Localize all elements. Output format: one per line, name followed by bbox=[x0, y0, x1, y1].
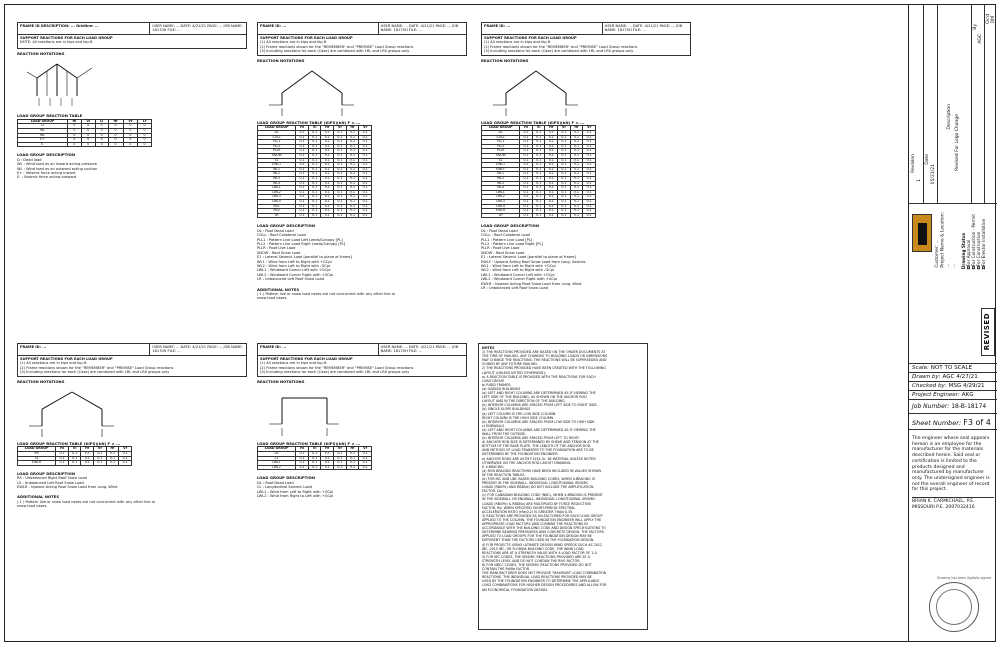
frame-id: FRAME ID: ... bbox=[258, 23, 379, 34]
note-line: LAYOUT AND IN THE DIRECTION OF THE BUILDING. bbox=[482, 399, 566, 404]
note-line: USED BY THE FOUNDATION ENGINEER TO DETERMINE THE APPLICABLE bbox=[482, 579, 600, 584]
table-row: E+ 0 0 0 0 0 0 bbox=[18, 138, 152, 143]
reaction-table-title: LOAD GROUP REACTION TABLE (KIPS)(kN) F = ... bbox=[257, 441, 361, 447]
note-line: DIFFERENT THAN THE FACTORS USED IN THE FOUNDATION DESIGN. bbox=[482, 538, 595, 543]
status-checkbox[interactable] bbox=[982, 266, 985, 269]
column-header: Vr bbox=[119, 447, 132, 452]
frame-id: FRAME ID: ... bbox=[18, 344, 150, 355]
support-reactions-note: SUPPORT REACTIONS FOR EACH LOAD GROUP (1) All reactions are in kips and kip-ft (2) Frame reactions shown for the "REMEMBER" and "PREMISE" Load Group reactions (3) Including reactions for each (Case) are combined with LRL and LRS groups only bbox=[17, 356, 247, 377]
note-line: APPROPRIATE LOAD FACTORS AND COMBINE THE REACTIONS IN bbox=[482, 522, 588, 527]
note-line: APPLIED TO THE COLUMN. THE FOUNDATION ENGINEER WILL APPLY THE bbox=[482, 517, 602, 522]
note-line: (a) LEFT AND RIGHT COLUMNS ARE DETERMINED AS IF VIEWING THE bbox=[482, 391, 596, 396]
job-info: USER NAME: ... DATE: 4/21/21 PAGE: ... JOB NAME: 18170H FILE: ... bbox=[380, 345, 459, 354]
table-row: WL4 0.1 0.1 0.1 0.1 0.1 0.1 bbox=[258, 181, 372, 186]
job-info: USER NAME: ... DATE: 4/21/21 PAGE: ... JOB NAME: 18170H FILE: ... bbox=[380, 24, 459, 33]
drawn-by-row: Drawn by: AGC 4/27/21 bbox=[909, 373, 997, 382]
table-row: LR 0.1 0.1 0.1 0.1 0.1 0.1 bbox=[482, 213, 596, 218]
table-row: E- 0 0 0 0 0 0 bbox=[18, 142, 152, 147]
table-row: LWL2 0.1 0.1 0.1 0.1 0.1 0.1 bbox=[258, 465, 372, 470]
frame-diagram bbox=[481, 63, 601, 118]
project-engineer-row: Project Engineer: AKG bbox=[909, 391, 997, 400]
column-header: Vl bbox=[68, 447, 81, 452]
table-row: RS2 0.1 0.1 0.1 0.1 0.1 0.1 bbox=[258, 209, 372, 214]
note-line: IN THE SIDEWALL OR ENDWALL, INDIVIDUAL LONGITUDINAL SEISMIC bbox=[482, 497, 596, 502]
digital-sign-note: Drawing has been digitally signed bbox=[937, 576, 992, 580]
note-line: BOTTOM OF THE BASE PLATE. THE LENGTH OF THE ANCHOR ROD bbox=[482, 444, 591, 449]
table-row: DL 0.1 0.1 0.1 0.1 0.1 0.1 bbox=[482, 131, 596, 136]
reaction-table bbox=[257, 125, 372, 218]
note-line: RIGHT COLUMN IS THE HIGH SIDE COLUMN. bbox=[482, 415, 555, 420]
customer-info: Customer: ... Project Name & Location: ... ... bbox=[935, 212, 957, 268]
column-header: Vl bbox=[81, 119, 95, 124]
reaction-table bbox=[17, 119, 152, 148]
note-line: b) RIGID FRAMES: bbox=[482, 382, 512, 387]
note-line: THE TIME OF MAILING. ANY CHANGES TO BUILDING LOADS OR DIMENSIONS bbox=[482, 354, 608, 359]
load-group-description-title: LOAD GROUP DESCRIPTION bbox=[257, 223, 316, 229]
note-line: 2) THE REACTIONS PROVIDED HAVE BEEN CREATED WITH THE FOLLOWING bbox=[482, 366, 606, 371]
note-line: (a) ROD BRACING REACTIONS HAVE BEEN INCLUDED IN VALUES SHOWN bbox=[482, 468, 602, 473]
table-row: CL 0.1 0.1 0.1 0.1 0.1 0.1 bbox=[258, 456, 372, 461]
note-line: (c) FOR CANADIAN BUILDING CODE (NBC), WHEN X-BRACING IS PRESENT bbox=[482, 493, 603, 498]
column-header: Vr bbox=[94, 447, 107, 452]
note-line: MAY CHANGE THE REACTIONS. THE REACTIONS WILL BE SUPERSEDED AND bbox=[482, 358, 607, 363]
load-group-description-title: LOAD GROUP DESCRIPTION bbox=[481, 223, 540, 229]
frame-diagram bbox=[257, 384, 377, 439]
rev-header-by: By bbox=[973, 24, 978, 30]
scale-row: Scale: NOT TO SCALE bbox=[909, 364, 997, 373]
column-header: LOAD GROUP bbox=[18, 447, 56, 452]
table-row: SNOW 0.1 0.1 0.1 0.1 0.1 0.1 bbox=[258, 154, 372, 159]
column-header: LOAD GROUP bbox=[482, 126, 520, 131]
job-info: USER NAME: ... DATE: 4/21/21 PAGE: ... JOB NAME: 18170H FILE: ... bbox=[604, 24, 683, 33]
panel-header bbox=[481, 22, 691, 35]
rev-header-date: Date bbox=[925, 154, 930, 165]
load-group-description: D : Dead load WL : Wind load as an inward acting pressure WL : Wind load as an outward acting suction E+ : Seismic force acting inward E- : Seismic force acting outward bbox=[17, 157, 98, 180]
support-reactions-note: SUPPORT REACTIONS FOR EACH LOAD GROUP (1) All reactions are in kips and kip-ft (2) Frame reactions shown for the "REMEMBER" and "PREMISE" Load Group reactions (3) Including reactions for each (Case) are combined with LRL and LRS groups only bbox=[257, 356, 467, 377]
column-header: Hl bbox=[520, 126, 533, 131]
table-row: COLL 0.1 0.1 0.1 0.1 0.1 0.1 bbox=[482, 135, 596, 140]
status-checkbox[interactable] bbox=[972, 266, 975, 269]
note-line: 6) FOR NBCC CODES, THE SEISMIC REACTIONS PROVIDED DO NOT bbox=[482, 562, 592, 567]
note-line: AN ECONOMICAL FOUNDATION DESIGN. bbox=[482, 587, 548, 592]
column-header: Vr bbox=[359, 126, 372, 131]
frame-id: FRAME ID DESCRIPTION: ... Gridline: ... bbox=[18, 23, 150, 34]
job-info: USER NAME: ... DATE: 4/21/21 PAGE: ... JOB NAME: 18170H FILE: ... bbox=[152, 24, 243, 33]
column-header: Vl bbox=[308, 126, 321, 131]
load-group-description: DL : Roof Dead Load COLL : Roof Collateral Load PLL1 : Pattern Live Load Left Leeds/Canopy [PL] PLL2 : Pattern Live Load Right Leeds/Canopy [PL] PLLR : Roof Live Load SNOW : Roof Snow Load E1 : Lateral Seismic Load [parallel to plane of frame] WL1 : Wind from Left to Right with +GCpi WL2 : Wind from Left to Right with -GCpi LWL1 : Windward Corner Left with +GCpi LWL2 : Windward Corner Right with +GCpi LR : Unbalanced Left Roof Snow Load bbox=[257, 228, 352, 282]
reaction-notations-title: REACTION NOTATIONS bbox=[257, 57, 305, 63]
note-line: (b) INTERIOR COLUMNS ARE SPACED FROM LEFT SIDE TO RIGHT SIDE. bbox=[482, 403, 598, 408]
note-line: DETERMINE BEARING PRESSURES AND CONCRETE DESIGN. THE FACTORS bbox=[482, 530, 604, 535]
table-row: LWL3 0.1 0.1 0.1 0.1 0.1 0.1 bbox=[258, 195, 372, 200]
column-header: Vr bbox=[558, 126, 571, 131]
note-line: LOAD GROUP. bbox=[482, 378, 505, 383]
note-line: (a) GABLED BUILDINGS bbox=[482, 386, 521, 391]
frame-reaction-panel bbox=[17, 343, 247, 509]
table-row: RS 0.1 0.1 0.1 0.1 0.1 0.1 bbox=[18, 452, 132, 457]
table-row: COLL 0.1 0.1 0.1 0.1 0.1 0.1 bbox=[258, 135, 372, 140]
column-header: Vr bbox=[334, 126, 347, 131]
support-reactions-note: SUPPORT REACTIONS FOR EACH LOAD GROUP (1) All reactions are in kips and kip-ft (2) Frame reactions shown for the "REMEMBER" and "PREMISE" Load Group reactions (3) Including reactions for each (Case) are combined with LRL and LRS groups only bbox=[481, 35, 691, 56]
note-line: f) X-BRACING bbox=[482, 464, 504, 469]
table-row: PLL2 0.1 0.1 0.1 0.1 0.1 0.1 bbox=[482, 144, 596, 149]
column-header: Hr bbox=[346, 447, 359, 452]
table-row: PLL2 0.1 0.1 0.1 0.1 0.1 0.1 bbox=[258, 144, 372, 149]
additional-notes: ( 1 ) Pattern live or snow load cases are not concurrent with any other live or snow load cases. bbox=[257, 292, 396, 301]
note-line: a) A REACTION TABLE IS PROVIDED WITH THE REACTIONS FOR EACH bbox=[482, 374, 596, 379]
note-line: e) ANCHOR RODS ARE ASTM F1554 Gr. 36 MATERIAL UNLESS NOTED bbox=[482, 456, 596, 461]
load-group-description-title: LOAD GROUP DESCRIPTION bbox=[17, 470, 76, 476]
column-header: Vr bbox=[334, 447, 347, 452]
notes-title: NOTES bbox=[482, 346, 495, 350]
table-row: LWL2 0.1 0.1 0.1 0.1 0.1 0.1 bbox=[482, 195, 596, 200]
note-line: LEFT SIDE OF THE BUILDING, AS SHOWN ON THE ANCHOR ROD bbox=[482, 395, 587, 400]
column-header: Hr bbox=[545, 126, 558, 131]
customer-area bbox=[909, 204, 997, 364]
note-line: LAYOUT (UNLESS NOTED OTHERWISE): bbox=[482, 370, 547, 375]
load-group-description: DL : Roof Dead Load CL : Longitudinal Seismic Load LWL1 : Wind from Left to Right with +GCpi LWL2 : Wind from Right to Left with +GCpi bbox=[257, 480, 334, 499]
note-line: LOAD COMBINATIONS FOR HIS/HER DESIGN PROCEDURES AND ALLOW FOR bbox=[482, 583, 607, 588]
frame-diagram bbox=[17, 56, 137, 111]
engineer-seal bbox=[929, 582, 979, 632]
note-line: VOIDED BY ANY FUTURE MAILING. bbox=[482, 362, 539, 367]
table-row: LWL1 0.1 0.1 0.1 0.1 0.1 0.1 bbox=[258, 461, 372, 466]
note-line: OTHERWISE ON THE ANCHOR ROD LAYOUT DRAWING. bbox=[482, 460, 572, 465]
column-header: Hr bbox=[321, 126, 334, 131]
table-row: EWL1 0.1 0.1 0.1 0.1 0.1 0.1 bbox=[258, 163, 372, 168]
note-line: ACCELERATION RATIO IεFa(0.2) IS GREATER THAN 0.35. bbox=[482, 509, 574, 514]
column-header: Hr bbox=[570, 126, 583, 131]
table-row: DL 0.1 0.1 0.1 0.1 0.1 0.1 bbox=[258, 452, 372, 457]
table-row: WL1 0.1 0.1 0.1 0.1 0.1 0.1 bbox=[482, 172, 596, 177]
column-header: Vr bbox=[123, 119, 138, 124]
note-line: LOADS (RBUPx) AND RBDNx) DO NOT INCLUDE THE AMPLIFICATION bbox=[482, 485, 594, 490]
reaction-notations-title: REACTION NOTATIONS bbox=[481, 57, 529, 63]
column-header: LOAD GROUP bbox=[258, 126, 296, 131]
table-row: LWL3 0.1 0.1 0.1 0.1 0.1 0.1 bbox=[482, 199, 596, 204]
reaction-table bbox=[481, 125, 596, 218]
panel-header bbox=[17, 343, 247, 356]
table-row: PLL1 0.1 0.1 0.1 0.1 0.1 0.1 bbox=[482, 140, 596, 145]
table-row: WL2 0.1 0.1 0.1 0.1 0.1 0.1 bbox=[482, 176, 596, 181]
reaction-table-title: LOAD GROUP REACTION TABLE (KIPS)(kN) F = ... bbox=[481, 120, 585, 126]
table-row: WL2 0.1 0.1 0.1 0.1 0.1 0.1 bbox=[258, 172, 372, 177]
table-row: WL3 0.1 0.1 0.1 0.1 0.1 0.1 bbox=[258, 176, 372, 181]
frame-id: FRAME ID: ... bbox=[482, 23, 603, 34]
additional-notes-title: ADDITIONAL NOTES bbox=[17, 494, 60, 500]
note-line: (b) FOR IBC AND UBC BASED BUILDING CODES, WHEN X-BRACING IS bbox=[482, 477, 595, 481]
rev-ckd: DM bbox=[991, 16, 996, 24]
job-number-row: Job Number: 18-B-18174 bbox=[909, 400, 997, 414]
note-line: c) ENDWALLS bbox=[482, 423, 505, 428]
engineer-certification: The engineer whose seal appears hereon is an employee for the manufacturer for the materials described herein. Said seal or certification is limited to the products designed and manufactured by manufacturer only. The undersigned engineer is not the overall engineer of record for this project. BRIAN K. CARMICHAEL, P.E. MISSOURI P.E. 2007032416 bbox=[909, 434, 997, 512]
note-line: 4) FOR PROJECTS USING ULTIMATE DESIGN WIND SPEEDS SUCH AS 2012 bbox=[482, 542, 603, 547]
note-line: (a) LEFT AND RIGHT COLUMNS ARE DETERMINED AS IF VIEWING THE bbox=[482, 427, 596, 432]
notes-lines bbox=[482, 350, 644, 592]
column-header: LOAD GROUP bbox=[18, 119, 68, 124]
support-reactions-note: SUPPORT REACTIONS FOR EACH LOAD GROUP NOTE: All reactions are in kips and kip-ft bbox=[17, 35, 247, 49]
column-header: Hr bbox=[106, 447, 119, 452]
rev-description: Revised For Logo Change bbox=[955, 114, 960, 171]
note-line: (a) LEFT COLUMN IS THE LOW SIDE COLUMN. bbox=[482, 411, 557, 416]
load-group-description-title: LOAD GROUP DESCRIPTION bbox=[17, 152, 76, 158]
table-row: PLL1 0.1 0.1 0.1 0.1 0.1 0.1 bbox=[258, 140, 372, 145]
drawing-status: Drawing Status For Approval For Construction - Permit For Construction For Erector Installation bbox=[961, 214, 986, 270]
note-line: FACTOR, Rd, WHEN SPECIFIED SHORT-PERIOD SPECTRAL bbox=[482, 505, 576, 510]
note-line: (b) INTERIOR COLUMNS ARE SPACED FROM LOW SIDE TO HIGH SIDE. bbox=[482, 419, 596, 424]
column-header: Hl bbox=[296, 126, 309, 131]
company-logo bbox=[912, 214, 932, 252]
table-row: LWL1 0.1 0.1 0.1 0.1 0.1 0.1 bbox=[258, 186, 372, 191]
table-row: D 0 0 0 0 0 0 bbox=[18, 124, 152, 129]
frame-reaction-panel bbox=[257, 343, 467, 498]
table-row: WL 0 0 0 0 0 0 bbox=[18, 129, 152, 134]
status-checkbox[interactable] bbox=[977, 266, 980, 269]
column-header: Vr bbox=[583, 126, 596, 131]
panel-header bbox=[17, 22, 247, 35]
table-row: WL 0 0 0 0 0 0 bbox=[18, 133, 152, 138]
table-row: PLLR 0.1 0.1 0.1 0.1 0.1 0.1 bbox=[482, 149, 596, 154]
column-header: Hr bbox=[346, 126, 359, 131]
rev-header-revision: Revision bbox=[911, 154, 916, 173]
frame-diagram bbox=[257, 63, 377, 118]
table-row: PLLR 0.1 0.1 0.1 0.1 0.1 0.1 bbox=[258, 149, 372, 154]
note-line: IN THE REACTION TABLES. bbox=[482, 472, 526, 477]
note-line: PRESENT IN THE SIDEWALL, INDIVIDUAL LONGITUDINAL SEISMIC bbox=[482, 481, 589, 486]
column-header: Lr bbox=[138, 119, 152, 124]
note-line: STRENGTH LEVEL AND DO NOT CONTAIN THE RHO FACTOR. bbox=[482, 558, 581, 563]
frame-reaction-panel bbox=[17, 22, 247, 180]
rev-number: 1 bbox=[917, 179, 922, 182]
table-row: WL1 0.1 0.1 0.1 0.1 0.1 0.1 bbox=[258, 167, 372, 172]
column-header: Vl bbox=[532, 126, 545, 131]
frame-reaction-panel bbox=[257, 22, 467, 301]
table-row: LWL1 0.1 0.1 0.1 0.1 0.1 0.1 bbox=[482, 190, 596, 195]
reaction-notations-title: REACTION NOTATIONS bbox=[257, 378, 305, 384]
table-row: LS 0.1 0.1 0.1 0.1 0.1 0.1 bbox=[18, 456, 132, 461]
column-header: Vl bbox=[308, 447, 321, 452]
checked-by-row: Checked by: MSG 4/29/21 bbox=[909, 382, 997, 391]
table-row: SNOW 0.1 0.1 0.1 0.1 0.1 0.1 bbox=[482, 154, 596, 159]
frame-reaction-panel bbox=[481, 22, 691, 290]
column-header: Vr bbox=[359, 447, 372, 452]
revised-stamp: REVISED bbox=[981, 308, 995, 356]
support-reactions-note: SUPPORT REACTIONS FOR EACH LOAD GROUP (1) All reactions are in kips and kip-ft (2) Frame reactions shown for the "REMEMBER" and "PREMISE" Load Group reactions (3) Including reactions for each (Case) are combined with LRL and LRS groups only bbox=[257, 35, 467, 56]
column-header: Hl bbox=[296, 447, 309, 452]
note-line: (b) SINGLE SLOPE BUILDINGS bbox=[482, 407, 531, 412]
reaction-table bbox=[257, 446, 372, 470]
note-line: REACTIONS. THE INDIVIDUAL LOAD REACTIONS PROVIDED MAY BE bbox=[482, 575, 592, 580]
panel-header bbox=[257, 22, 467, 35]
rev-header-description: Description bbox=[947, 104, 952, 130]
note-line: DETERMINED BY THE FOUNDATION ENGINEER. bbox=[482, 452, 559, 457]
additional-notes-title: ADDITIONAL NOTES bbox=[257, 286, 300, 292]
panel-header bbox=[257, 343, 467, 356]
reaction-table-title: LOAD GROUP REACTION TABLE bbox=[17, 113, 83, 119]
column-header: Hr bbox=[81, 447, 94, 452]
note-line: FACTOR, Ωo. bbox=[482, 489, 503, 494]
rev-header-ckd: Ck'd bbox=[986, 14, 991, 24]
notes-box bbox=[478, 343, 648, 630]
table-row: E1 0.1 0.1 0.1 0.1 0.1 0.1 bbox=[258, 158, 372, 163]
rev-by: AGC bbox=[978, 34, 983, 44]
reaction-table-title: LOAD GROUP REACTION TABLE (KIPS)(kN) F = ... bbox=[17, 441, 121, 447]
rev-date: 05/21/21 bbox=[931, 164, 936, 185]
column-header: Hr bbox=[321, 447, 334, 452]
frame-id: FRAME ID: ... bbox=[258, 344, 379, 355]
note-line: WALL FROM THE OUTSIDE. bbox=[482, 431, 527, 436]
frame-diagram bbox=[17, 384, 137, 439]
table-row: WL4 0.1 0.1 0.1 0.1 0.1 0.1 bbox=[482, 186, 596, 191]
note-line: THE MANUFACTURER DOES NOT PROVIDE "MAXIMUM" LOAD COMBINATION bbox=[482, 571, 607, 576]
reaction-table bbox=[17, 446, 132, 465]
table-row: WL3 0.1 0.1 0.1 0.1 0.1 0.1 bbox=[482, 181, 596, 186]
revision-table bbox=[909, 4, 997, 204]
note-line: 3) REACTIONS ARE PROVIDED AS UN-FACTORED FOR EACH LOAD GROUP bbox=[482, 513, 603, 518]
table-row: LWL4 0.1 0.1 0.1 0.1 0.1 0.1 bbox=[258, 199, 372, 204]
reaction-notations-title: REACTION NOTATIONS bbox=[17, 51, 65, 56]
note-line: 1) THE REACTIONS PROVIDED ARE BASED ON THE ORDER DOCUMENTS AT bbox=[482, 350, 606, 355]
load-group-description-title: LOAD GROUP DESCRIPTION bbox=[257, 475, 316, 481]
table-row: EWL1 0.1 0.1 0.1 0.1 0.1 0.1 bbox=[482, 163, 596, 168]
note-line: LOADS (RBUPx) & RBDNx) ARE MULTIPLIED BY FORCE REDUCTION bbox=[482, 501, 591, 506]
table-row: DL 0.1 0.1 0.1 0.1 0.1 0.1 bbox=[258, 131, 372, 136]
column-header: Hl bbox=[67, 119, 81, 124]
table-row: LWL4 0.1 0.1 0.1 0.1 0.1 0.1 bbox=[482, 204, 596, 209]
note-line: d) ANCHOR ROD SIZE IS DETERMINED BY SHEAR AND TENSION AT THE bbox=[482, 440, 599, 445]
table-row: EWLR 0.1 0.1 0.1 0.1 0.1 0.1 bbox=[18, 461, 132, 466]
table-row: E1 0.1 0.1 0.1 0.1 0.1 0.1 bbox=[482, 158, 596, 163]
table-row: RS1 0.1 0.1 0.1 0.1 0.1 0.1 bbox=[258, 204, 372, 209]
note-line: APPLIED TO LOAD GROUPS FOR THE FOUNDATION DESIGN MAY BE bbox=[482, 534, 592, 539]
job-info: USER NAME: ... DATE: 4/21/21 PAGE: ... JOB NAME: 18170H FILE: ... bbox=[152, 345, 243, 354]
additional-notes: ( 1 ) Pattern live or snow load cases are not concurrent with any other live or snow load cases. bbox=[17, 499, 156, 509]
note-line: REACTIONS ARE AT A STRENGTH VALUE WITH A LOAD FACTOR OF 1.0. bbox=[482, 550, 598, 555]
note-line: 5) FOR IBC CODES, THE SEISMIC REACTIONS PROVIDED ARE AT A bbox=[482, 554, 590, 559]
table-row: EWLR 0.1 0.1 0.1 0.1 0.1 0.1 bbox=[482, 209, 596, 214]
load-group-description: DL : Roof Dead Load COLL : Roof Collateral Load PLL1 : Pattern Live Load [PL] PLL2 : Pattern Live Load Right [PL] PLLR : Roof Live Load SNOW : Roof Snow Load E1 : Lateral Seismic Load [parallel to plane of frame] EWLF : Upward Acting Roof Snow Load from Long. Seismic WL1 : Wind from Left to Right with +GCpi WL2 : Wind from Left to Right with -GCpi LWL1 : Windward Corner Left with +GCpi LWL2 : Windward Corner Right with +GCpi EWLR : Upward Acting Roof Snow Load from Long. Wind LR : Unbalanced Left Roof Snow Load bbox=[481, 228, 586, 290]
reaction-notations-title: REACTION NOTATIONS bbox=[17, 378, 65, 384]
sheet-number-row: Sheet Number: F3 of 4 bbox=[909, 414, 997, 430]
note-line: IBC, 2015 IBC, OR FLORIDA BUILDING CODE, THE WIND LOAD bbox=[482, 546, 584, 551]
column-header: Ll bbox=[95, 119, 108, 124]
status-checkbox[interactable] bbox=[967, 266, 970, 269]
note-line: (b) INTERIOR COLUMNS ARE SPACED FROM LEFT TO RIGHT. bbox=[482, 436, 580, 441]
note-line: AND METHOD OF LOAD TRANSFER TO THE FOUNDATION ARE TO BE bbox=[482, 448, 594, 453]
note-line: ACCORDANCE WITH THE BUILDING CODE AND DESIGN SPECIFICATIONS TO bbox=[482, 526, 606, 531]
table-row: LR 0.1 0.1 0.1 0.1 0.1 0.1 bbox=[258, 213, 372, 218]
reaction-table-title: LOAD GROUP REACTION TABLE (KIPS)(kN) F = ... bbox=[257, 120, 361, 126]
column-header: Hr bbox=[108, 119, 123, 124]
table-row: EWLF 0.1 0.1 0.1 0.1 0.1 0.1 bbox=[482, 167, 596, 172]
table-row: LWL2 0.1 0.1 0.1 0.1 0.1 0.1 bbox=[258, 190, 372, 195]
column-header: LOAD GROUP bbox=[258, 447, 296, 452]
title-block bbox=[908, 4, 996, 642]
note-line: CONTAIN THE Rd/Ro FACTOR. bbox=[482, 567, 531, 572]
load-group-description: RS : Unbalanced Right Roof Snow Load LS : Unbalanced Left Roof Snow Load EWLR : Upward Acting Roof Snow Load from Long. Wind bbox=[17, 476, 118, 490]
column-header: Hl bbox=[56, 447, 69, 452]
